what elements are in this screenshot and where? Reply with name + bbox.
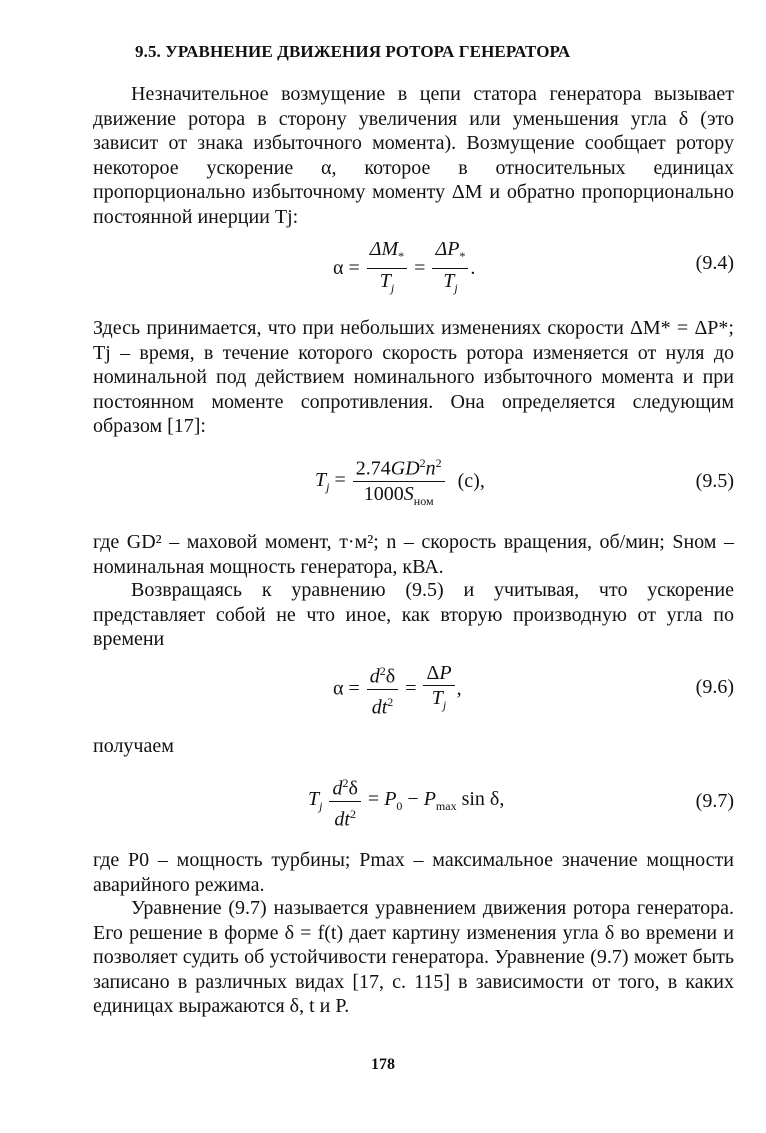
- fraction: $\frac{\Delta P}{T_j}$: [423, 662, 454, 716]
- equation-9-4: [93, 238, 734, 294]
- fraction: $\frac{\Delta M_*}{T_j}$: [367, 238, 407, 299]
- page-number: 178: [371, 1056, 395, 1073]
- fraction: $\frac{d^2\delta}{dt^2}$: [367, 660, 398, 718]
- equation-number: (9.6): [695, 676, 734, 698]
- paragraph-text: Здесь принимается, что при небольших изменениях скорости ΔM* = ΔP*; Tj – время, в течение которого скорость ротора изменяется от нуля до номинальной под действием номинального избыточного момента и при постоянном моменте сопротивления. Она определяется следующим образом [17]:: [93, 317, 734, 438]
- equation-9-6: [93, 660, 734, 720]
- paragraph-text: где P0 – мощность турбины; Pmax – максимальное значение мощности аварийного режима.: [93, 849, 734, 896]
- paragraph-derivative: [93, 578, 734, 652]
- paragraph-text: получаем: [93, 735, 174, 757]
- paragraph-text: Незначительное возмущение в цепи статора генератора вызывает движение ротора в сторону увеличения или уменьшения угла δ (это зависит от знака избыточного момента). Возмущение сообщает ротору некоторое ускорение α, которое в относительных единицах пропорционально избыточному моменту ΔM и обратно пропорционально постоянной инерции Tj:: [93, 83, 734, 228]
- equation-9-7: [93, 772, 734, 834]
- paragraph-power: [93, 848, 734, 897]
- equation-body: α = $\frac{\Delta M_*}{T_j}$ = $\frac{\Delta P_*}{T_j}$ .: [333, 238, 475, 299]
- equation-body: $T_j$ $\frac{d^2\delta}{dt^2}$ = $P_0 - P_{max}$ sin δ,: [308, 772, 504, 830]
- paragraph-text: Возвращаясь к уравнению (9.5) и учитывая, что ускорение представляет собой не что иное, как вторую производную от угла по времени: [93, 579, 734, 651]
- fraction: $\frac{2.74GD^2n^2}{1000S_{ном}}$: [353, 452, 445, 512]
- paragraph-result: [93, 734, 734, 759]
- paragraph-variables: [93, 530, 734, 579]
- paragraph-text: Уравнение (9.7) называется уравнением движения ротора генератора. Его решение в форме δ = f(t) дает картину изменения угла δ во времени и позволяет судить об устойчивости генератора. Уравнение (9.7) может быть записано в различных видах [17, с. 115] в зависимости от того, в каких единицах выражаются δ, t и P.: [93, 897, 734, 1018]
- equation-number: (9.7): [695, 790, 734, 812]
- fraction: $\frac{\Delta P_*}{T_j}$: [432, 238, 468, 299]
- paragraph-conclusion: [93, 896, 734, 1019]
- equation-body: $T_j$ = $\frac{2.74GD^2n^2}{1000S_{ном}}$ (с),: [315, 452, 485, 512]
- equation-9-5: [93, 452, 734, 514]
- section-heading: 9.5. УРАВНЕНИЕ ДВИЖЕНИЯ РОТОРА ГЕНЕРАТОРА: [135, 42, 571, 61]
- fraction: $\frac{d^2\delta}{dt^2}$: [329, 772, 360, 830]
- equation-number: (9.5): [695, 470, 734, 492]
- paragraph-text: где GD² – маховой момент, т·м²; n – скорость вращения, об/мин; Sном – номинальная мощность генератора, кВА.: [93, 531, 734, 578]
- equation-number: (9.4): [695, 252, 734, 274]
- paragraph-intro: [93, 82, 734, 230]
- equation-unit: (с),: [457, 470, 485, 493]
- paragraph-definition: [93, 316, 734, 439]
- equation-body: α = $\frac{d^2\delta}{dt^2}$ = $\frac{\Delta P}{T_j}$ ,: [333, 660, 462, 718]
